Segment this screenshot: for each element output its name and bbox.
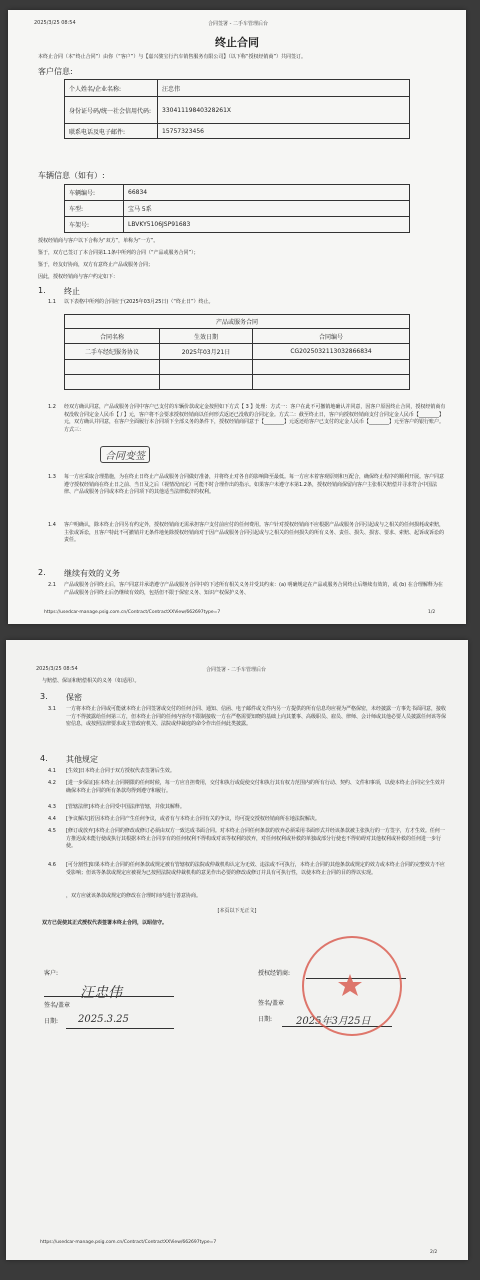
customer-sign-date: 2025.3.25 xyxy=(78,1014,129,1025)
table-row xyxy=(65,315,410,329)
clause-4-3-number: 4.3 xyxy=(48,804,56,810)
handwritten-method-three: 合同变签 xyxy=(100,446,150,463)
clause-1-1-number: 1.1 xyxy=(48,299,56,305)
column-header: 合同名称 xyxy=(65,329,160,344)
table-cell: CG20250321130328668​34 xyxy=(253,344,410,360)
section-3-number: 3. xyxy=(40,692,48,701)
dealer-sign-label: 签名/盖章 xyxy=(258,1000,285,1007)
contract-intro: 本终止合同（本“终止合同”）由你（“客户”）与【嘉兴骏宝行汽车销售服务有限公司】（以下称“授权经销商”）共同签订。 xyxy=(38,54,307,60)
customer-label: 客户: xyxy=(44,970,59,977)
date-line xyxy=(66,1028,174,1029)
print-header-title: 合同签署 - 二手车管理后台 xyxy=(206,667,266,673)
clause-4-6-number: 4.6 xyxy=(48,862,56,868)
customer-name-value: 汪忠伟 xyxy=(158,80,410,97)
column-header: 生效日期 xyxy=(160,329,253,344)
section-2-number: 2. xyxy=(38,568,46,577)
customer-id-label: 身份证号码/统一社会信用代码: xyxy=(65,97,158,124)
table-row xyxy=(65,97,410,124)
clause-4-2-number: 4.2 xyxy=(48,780,56,786)
customer-id-value: 330411198403282​61X xyxy=(158,97,410,124)
section-4-title: 其他规定 xyxy=(66,755,98,764)
clause-3-1-number: 3.1 xyxy=(48,706,56,712)
section-1-number: 1. xyxy=(38,286,46,295)
vehicle-model-label: 车型: xyxy=(65,201,124,217)
clause-2-1-number: 2.1 xyxy=(48,582,56,588)
customer-signature: 汪忠伟 xyxy=(80,985,122,1001)
clause-4-3-text: [管辖法律]本终止合同受中国法律管辖，并依其解释。 xyxy=(66,804,185,810)
clause-1-1-text: 以下表格中所列的合同应于(2025年03月25日)（“终止日”）终止。 xyxy=(64,299,214,305)
clause-4-6-continued: ，双方应就该条款或规定的修改在合理时间内进行善意协商。 xyxy=(66,893,202,899)
table-row xyxy=(65,360,410,375)
table-row xyxy=(65,329,410,344)
clause-4-1-text: [生效]日本终止合同于双方授权代表签署后生效。 xyxy=(66,768,175,774)
table-cell: 2025年03月21日 xyxy=(160,344,253,360)
print-header-title: 合同签署 - 二手车管理后台 xyxy=(208,21,268,27)
clause-4-6-text: [可分割性]如果本终止合同的任何条款或规定被有管辖权的法院或仲裁机构认定为无效、违法或不可执行，本终止合同的其他条款或规定的效力或本终止合同的完整效力不应受影响；但该等条款或规定应被视为已按照法院或仲裁机构的意见作出必要的修改或修订并具有可执行性，以使本终止合同的目的得以实现。 xyxy=(66,862,445,876)
clause-4-5-number: 4.5 xyxy=(48,828,56,834)
footer-page-number: 2/2 xyxy=(430,1250,438,1255)
dealer-date-label: 日期: xyxy=(258,1016,273,1023)
customer-sign-label: 签名/盖章 xyxy=(44,1002,71,1009)
clause-2-1-text: 产品或服务合同终止后，客户同意并承诺遵守产品或服务合同中的下述所有相关义务并受其约束：(a) 明确规定在产品或服务合同终止后继续有效的，或 (b) 在合理解释为在产品或服务合同终止后仍继续有效的，包括但不限于保密义务、知识产权保护义务、 xyxy=(64,582,443,596)
table-row xyxy=(65,344,410,360)
witness-clause: 双方已促使其正式授权代表签署本终止合同，以昭信守。 xyxy=(42,920,168,926)
clause-4-2-text: [进一步保证]在本终止合同期限的任何时候，每一方应自担费用，交付和执行或促使交付和执行其有权力范围内的所有行动、契约、文件和事项，以使本终止合同完全生效并确保本终止合同的所有条款均得到遵守和履行。 xyxy=(66,780,445,794)
table-cell: 二手车经纪服务协议 xyxy=(65,344,160,360)
vehicle-info-heading: 车辆信息（如有）: xyxy=(38,171,105,180)
print-header-date: 2025/3/25 08:54 xyxy=(36,666,78,672)
contract-title: 终止合同 xyxy=(215,36,259,49)
column-header: 合同编号 xyxy=(253,329,410,344)
customer-name-label: 个人姓名/企业名称: xyxy=(65,80,158,97)
section-4-number: 4. xyxy=(40,754,48,763)
vehicle-no-label: 车辆编号: xyxy=(65,185,124,201)
print-header-date: 2025/3/25 08:54 xyxy=(34,20,76,26)
clause-1-4-number: 1.4 xyxy=(48,522,56,528)
customer-date-label: 日期: xyxy=(44,1018,59,1025)
clause-1-3-text: 每一方应采取合理措施，为在终止日终止产品或服务合同做好准备，并将终止对各自的影响降至最低。每一方应本着客观原则和互配合，确保终止程序的顺利开展。客户同意遵守授权经销商在终止日之前、当日及之后（视情况而定）可能不时合理作出的指示。如果客户未遵守本第1.2条，授权经销商保留向客户主张相关赔偿并寻求符合中国法律、产品或服务合同或本终止合同项下的其他适当法律救济的权利。 xyxy=(64,474,445,495)
vehicle-model-value: 宝马 5系 xyxy=(124,201,410,217)
clause-1-3-number: 1.3 xyxy=(48,474,56,480)
clause-1-2-text: 经双方确认同意，产品或服务合同中客户已支付的车辆价款或定金按照如下方式【 3 】处理：方式一：客户在此不可撤销地确认并同意，因客户原因终止合同，授权经销商有权没收合同定金人民币【 / 】元，客户将不会要求授权经销商以任何形式返还已没收的合同定金。方式二：截至终止日，客户向授权经销商支付合同定金人民币【________】元，双方确认并同意，在客户全面履行本合同项下全部义务的条件下，授权经销商同意于【________】元返还给客户已支付的定金人民币【________】元至客户的银行账户。方式三： xyxy=(64,404,446,433)
customer-info-table xyxy=(64,79,410,139)
customer-contact-value: 15757323456 xyxy=(158,124,410,139)
table-caption: 产品或服务合同 xyxy=(65,315,410,329)
signature-line xyxy=(44,996,174,997)
whereas-b: 鉴于，经友好协商，双方有意终止产品或服务合同； xyxy=(38,262,154,268)
product-contract-table xyxy=(64,314,410,390)
table-row xyxy=(65,217,410,233)
table-row xyxy=(65,80,410,97)
table-row xyxy=(65,185,410,201)
footer-url: https://usedcar-manage.psig.com.cn/Contract/ContractXXView/662697type=7 xyxy=(40,1240,217,1245)
clause-1-2-number: 1.2 xyxy=(48,404,56,410)
footer-page-number: 1/2 xyxy=(428,610,436,615)
end-of-text-marker: [本页以下无正文] xyxy=(217,908,257,914)
contract-page-2 xyxy=(6,640,468,1260)
therefore-clause: 因此，授权经销商与客户约定如下： xyxy=(38,274,119,280)
vin-value: LBVKY5106JSP91683 xyxy=(124,217,410,233)
section-2-title: 继续有效的义务 xyxy=(64,569,120,578)
footer-url: https://usedcar-manage.psig.com.cn/Contract/ContractXXView/662697type=7 xyxy=(44,610,221,615)
clause-4-5-text: [修订或放弃]本终止合同的修改或修订必须由双方一致达成书面合同。对本终止合同任何条款的放弃必须采用书面形式并经该条款被主张执行的一方签字，方才生效。任何一方推迟或未能行使或执行其根据本终止合同享有的任何权利不得构成对该等权利的放弃，对任何权利或补救的单独或部分行使也不得妨碍对其他权利或补救的任何进一步行使。 xyxy=(66,828,445,849)
vehicle-no-value: 66834 xyxy=(124,185,410,201)
dealer-label: 授权经销商: xyxy=(258,970,291,977)
table-row xyxy=(65,375,410,390)
clause-4-4-number: 4.4 xyxy=(48,816,56,822)
clause-4-1-number: 4.1 xyxy=(48,768,56,774)
customer-contact-label: 联系电话及电子邮件: xyxy=(65,124,158,139)
customer-info-heading: 客户信息: xyxy=(38,67,73,76)
section-3-title: 保密 xyxy=(66,693,82,702)
clause-1-4-text: 客户明确认，除本终止合同另有约定外，授权经销商无需承担客户支付前应付的任何费用。客户针对授权经销商不应根据产品或服务合同引起或与之相关的任何损耗或索赔，主张或诉讼，且客户特此不可撤销并无条件地免除授权经销商对于因产品或服务合同引起或与之相关的任何损失的所有义务、责任、损失、损害、要求、索赔、起诉或诉讼的责任。 xyxy=(64,522,445,543)
vehicle-info-table xyxy=(64,184,410,233)
table-row xyxy=(65,201,410,217)
clause-3-1-text: 一方将本终止合同或可能就本终止合同签署或交付的任何合同、通知、信函、电子邮件或文件内另一方提供的所有信息均应视为严格保密，未经披露一方事先书面同意，接收一方不得披露给任何第三方，但本终止合同的任何内容均不限制接收一方在严格需要知晓的基础上向其董事、高级职员、雇员、律师、会计师或其他必要人员披露任何该等保密信息，或按照法律要求或主管政府机关、法院或仲裁庭的命令作出任何此类披露。 xyxy=(66,706,447,727)
dealer-sign-date: 2025年3月25日 xyxy=(296,1016,371,1027)
clause-4-4-text: [争议解决]若因本终止合同产生任何争议，或者有与本终止合同有关的争议，均可提交授权经销商所在地法院解决。 xyxy=(66,816,320,822)
company-seal-stamp xyxy=(302,936,402,1036)
table-row xyxy=(65,124,410,139)
contract-page-1 xyxy=(8,10,466,624)
whereas-a: 鉴于，双方已签订了本合同第1.1条中所列的合同（“产品或服务合同”）； xyxy=(38,250,199,256)
section-1-title: 终止 xyxy=(64,287,80,296)
continued-obligations-text: 与赔偿、保证和赔偿相关的义务（如适用）。 xyxy=(42,678,140,684)
party-note: 授权经销商与客户以下合称为“双方”，单称为“一方”。 xyxy=(38,238,159,244)
vin-label: 车架号: xyxy=(65,217,124,233)
